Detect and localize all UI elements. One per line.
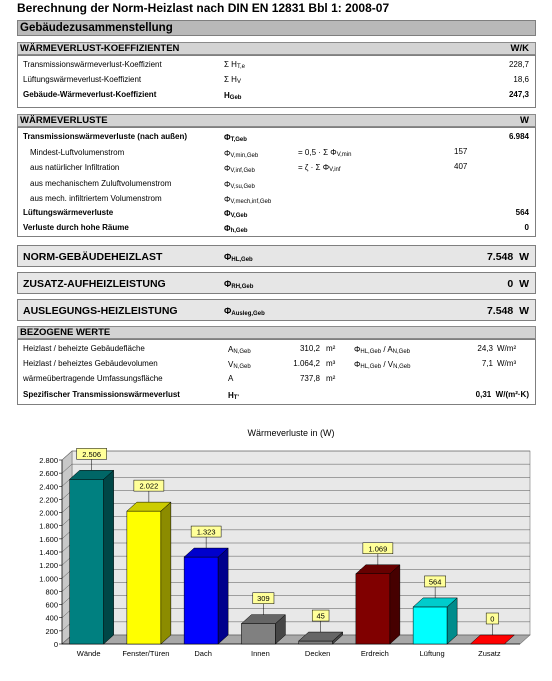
x-tick-label: Innen <box>250 649 270 658</box>
value-label: 0 <box>490 614 495 624</box>
bezogene-table <box>17 339 536 405</box>
bezogene-row-val: 737,8 <box>299 374 320 383</box>
verluste-row-label: Lüftungswärmeverluste <box>23 208 114 217</box>
bar-side <box>390 565 400 644</box>
bezogene-row-unit: m³ <box>326 359 336 368</box>
bezogene-last-symbol: HT' <box>228 391 239 401</box>
verluste-table <box>17 127 536 237</box>
koeff-row-symbol: Σ HT,e <box>224 60 245 70</box>
summary-value: 7.548 W <box>486 251 529 263</box>
y-tick-label: 1.600 <box>39 534 58 544</box>
section-title: Gebäudezusammenstellung <box>20 22 173 34</box>
y-tick-label: 2.000 <box>39 508 58 518</box>
value-label: 45 <box>316 611 325 621</box>
y-tick-label: 2.200 <box>39 495 58 505</box>
koeff-row-label: Transmissionswärmeverlust-Koeffizient <box>23 60 162 69</box>
verluste-row-formula: = ζ · Σ ΦV,inf <box>298 163 341 173</box>
verluste-row-mid: 407 <box>454 162 468 171</box>
verluste-row-symbol: ΦV,min,Geb <box>224 149 259 159</box>
verluste-row-label: Transmissionswärmeverluste (nach außen) <box>23 132 188 141</box>
value-label: 1.069 <box>368 544 388 554</box>
value-label: 564 <box>428 577 442 587</box>
koeff-row-value: 18,6 <box>513 75 529 84</box>
bezogene-row-symbol: AN,Geb <box>228 345 251 355</box>
summary-value: 7.548 W <box>486 305 529 317</box>
verluste-row-symbol: ΦV,Geb <box>224 209 248 219</box>
y-tick-label: 2.400 <box>39 482 58 492</box>
bezogene-row-rval: 24,3 <box>477 344 493 353</box>
chart-title: Wärmeverluste in (W) <box>247 428 335 438</box>
verluste-row-mid: 157 <box>454 147 468 156</box>
koeff-unit: W/K <box>510 43 529 54</box>
x-tick-label: Fenster/Türen <box>122 649 170 658</box>
verluste-row-symbol: ΦT,Geb <box>224 133 247 143</box>
y-tick-label: 2.800 <box>39 456 58 465</box>
verluste-row-symbol: ΦV,inf,Geb <box>224 164 255 174</box>
verluste-row-label: aus mechanischem Zuluftvolumenstrom <box>30 179 172 188</box>
bar-side <box>218 548 228 644</box>
y-tick-label: 0 <box>53 640 58 649</box>
koeff-row-symbol: Σ HV <box>224 75 241 85</box>
summary-symbol: ΦHL,Geb <box>224 252 253 263</box>
verluste-row-symbol: ΦV,mech,inf,Geb <box>224 195 272 205</box>
zusatz-aufheiz-box <box>17 272 536 294</box>
summary-label: ZUSATZ-AUFHEIZLEISTUNG <box>23 278 166 290</box>
bezogene-row-label: Heizlast / beheiztes Gebäudevolumen <box>23 359 158 368</box>
summary-symbol: ΦRH,Geb <box>224 279 254 290</box>
bar <box>241 624 275 644</box>
auslegung-box <box>17 299 536 321</box>
bar-side <box>104 470 114 644</box>
x-tick-label: Wände <box>76 649 101 658</box>
y-tick-label: 600 <box>45 600 58 610</box>
verluste-row-value: 0 <box>524 223 529 232</box>
bezogene-row-ratio: ΦHL,Geb / VN,Geb <box>354 360 411 370</box>
koeff-header-label: WÄRMEVERLUST-KOEFFIZIENTEN <box>20 43 180 54</box>
koeff-row-value: 247,3 <box>508 90 529 99</box>
bar <box>184 557 218 644</box>
y-tick-label: 200 <box>45 626 58 636</box>
bezogene-header-label: BEZOGENE WERTE <box>20 327 111 338</box>
koeff-row-symbol: HGeb <box>224 91 242 101</box>
verluste-row-label: Mindest-Luftvolumenstrom <box>30 148 125 157</box>
verluste-row-label: aus natürlicher Infiltration <box>30 163 120 172</box>
koeff-row-label: Gebäude-Wärmeverlust-Koeffizient <box>23 90 157 99</box>
bar <box>127 511 161 644</box>
waermeverluste-chart <box>0 420 552 681</box>
verluste-unit: W <box>520 115 529 126</box>
value-label: 1.323 <box>196 527 216 537</box>
bar-side <box>161 502 171 644</box>
bezogene-row-unit: m² <box>326 374 336 383</box>
koeff-table <box>17 55 536 108</box>
x-tick-label: Zusatz <box>478 649 501 658</box>
verluste-header-label: WÄRMEVERLUSTE <box>20 115 108 126</box>
verluste-row-value: 564 <box>515 208 529 217</box>
y-tick-label: 1.800 <box>39 521 58 531</box>
koeff-row-value: 228,7 <box>508 60 529 69</box>
verluste-row-symbol: Φh,Geb <box>224 224 248 234</box>
verluste-row-formula: = 0,5 · Σ ΦV,min <box>298 148 352 158</box>
value-label: 2.022 <box>139 481 159 491</box>
bar <box>356 574 390 644</box>
page-title: Berechnung der Norm-Heizlast nach DIN EN 12831 Bbl 1: 2008-07 <box>17 1 390 15</box>
bezogene-row-unit: m² <box>326 344 336 353</box>
x-tick-label: Dach <box>194 649 212 658</box>
bezogene-row-label: Heizlast / beheizte Gebäudefläche <box>23 344 145 353</box>
y-tick-label: 800 <box>45 587 58 597</box>
bezogene-row-rval: 7,1 <box>481 359 493 368</box>
section-header <box>17 20 536 36</box>
summary-value: 0 W <box>507 278 529 290</box>
y-tick-label: 400 <box>45 613 58 623</box>
koeff-header <box>17 42 536 55</box>
bezogene-row-symbol: A <box>228 374 234 383</box>
x-tick-label: Decken <box>304 649 331 658</box>
norm-heizlast-box <box>17 245 536 267</box>
y-tick-label: 1.000 <box>39 574 58 584</box>
bezogene-row-val: 1.064,2 <box>293 359 320 368</box>
y-tick-label: 1.400 <box>39 548 58 557</box>
summary-symbol: ΦAusleg,Geb <box>224 306 265 317</box>
bezogene-row-ratio: ΦHL,Geb / AN,Geb <box>354 345 410 355</box>
value-label: 309 <box>257 594 270 604</box>
summary-label: NORM-GEBÄUDEHEIZLAST <box>23 251 163 263</box>
x-tick-label: Erdreich <box>360 649 389 658</box>
summary-label: AUSLEGUNGS-HEIZLEISTUNG <box>23 305 178 317</box>
y-tick-label: 1.200 <box>39 561 58 571</box>
bezogene-row-val: 310,2 <box>299 344 320 353</box>
bar <box>70 479 104 644</box>
bezogene-row-runit: W/m² <box>497 344 517 353</box>
bezogene-header <box>17 326 536 339</box>
bar <box>299 641 333 644</box>
bar <box>413 607 447 644</box>
verluste-row-label: aus mech. infiltriertem Volumenstrom <box>30 194 162 203</box>
bezogene-row-label: wärmeübertragende Umfassungsfläche <box>23 374 163 383</box>
bezogene-last-label: Spezifischer Transmissionswärmeverlust <box>23 390 180 399</box>
koeff-row-label: Lüftungswärmeverlust-Koeffizient <box>23 75 142 84</box>
verluste-header <box>17 114 536 127</box>
value-label: 2.506 <box>82 449 102 459</box>
bezogene-row-runit: W/m³ <box>497 359 517 368</box>
verluste-row-value: 6.984 <box>508 132 529 141</box>
verluste-row-label: Verluste durch hohe Räume <box>23 223 129 232</box>
bezogene-last-value: 0,31 W/(m²·K) <box>475 390 529 399</box>
x-tick-label: Lüftung <box>419 649 445 658</box>
y-tick-label: 2.600 <box>39 469 58 479</box>
bezogene-row-symbol: VN,Geb <box>228 360 251 370</box>
verluste-row-symbol: ΦV,su,Geb <box>224 180 255 190</box>
